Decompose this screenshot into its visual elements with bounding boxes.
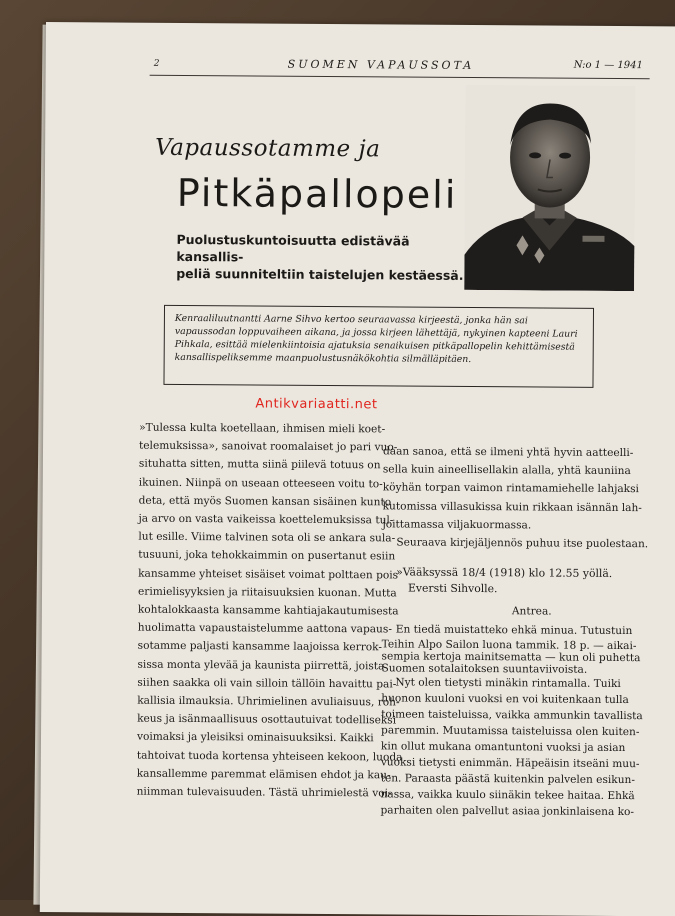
article-title-main: Pitkäpallopeli bbox=[176, 170, 458, 217]
intro-line: Pihkala, esittää mielenkiintoisia ajatuksia senaikuisen pitkäpallopelin kehittämisestä bbox=[174, 338, 575, 353]
intro-line: Kenraaliluutnantti Aarne Sihvo kertoo seuraavassa kirjeestä, jonka hän sai bbox=[174, 312, 528, 327]
text-line: kansallemme paremmat elämisen ehdot ja kau- bbox=[136, 767, 391, 782]
text-line: Suomen sotalaitoksen suuntaviivoista. bbox=[381, 662, 588, 676]
intro-line: kansallispeliksemme maanpuolustusnäkökohtia silmälläpitäen. bbox=[174, 351, 472, 365]
text-line: huonon kuuloni vuoksi en voi kuitenkaan tulla bbox=[381, 692, 629, 706]
text-line: kansamme yhteiset sisäiset voimat polttaen pois bbox=[138, 567, 399, 582]
text-line: vuoksi tietysti enimmän. Häpeäisin itseäni muu- bbox=[380, 756, 640, 770]
text-line: En tiedä muistatteko ehkä minua. Tutustuin bbox=[395, 623, 633, 637]
watermark: Antikvariaatti.net bbox=[255, 396, 378, 413]
text-line: ten. Paraasta päästä kuitenkin palvelen esikun- bbox=[380, 772, 635, 786]
journal-title: SUOMEN VAPAUSSOTA bbox=[287, 57, 475, 72]
header-rule bbox=[150, 75, 650, 79]
text-line: parhaiten olen palvellut asiaa jonkinlaisena ko- bbox=[380, 804, 635, 818]
text-line: daan sanoa, että se ilmeni yhtä hyvin aatteelli- bbox=[382, 445, 634, 460]
text-line: Teihin Alpo Sailon luona tammik. 18 p. — aikai- bbox=[381, 638, 637, 652]
text-line: tusuuni, joka tehokkaimmin on pusertanut esiin bbox=[138, 549, 396, 563]
subtitle-line: peliä suunniteltiin taistelujen kestäessä. bbox=[176, 265, 464, 283]
text-line: Seuraava kirjejäljennös puhuu itse puolestaan. bbox=[396, 536, 649, 551]
letter-place: Antrea. bbox=[511, 605, 552, 618]
text-line: sotamme paljasti kansamme laajoissa kerrok- bbox=[137, 640, 383, 654]
text-line: voimaksi ja yleisiksi ominaisuuksiksi. Kaikki bbox=[136, 731, 374, 745]
article-title-italic: Vapaussotamme ja bbox=[155, 134, 381, 163]
text-line: Nyt olen tietysti minäkin rintamalla. Tuiki bbox=[395, 676, 621, 690]
text-line: »Tulessa kulta koetellaan, ihmisen mieli koet- bbox=[139, 421, 386, 436]
text-line: ikuinen. Niinpä on useaan otteeseen voitu to- bbox=[138, 476, 383, 490]
subtitle-line: Puolustuskuntoisuutta edistävää kansallis- bbox=[176, 231, 410, 265]
text-line: niimman tulevaisuuden. Tästä uhrimielestä voi- bbox=[136, 785, 392, 800]
text-line: deta, että myös Suomen kansan sisäinen kunto bbox=[138, 494, 392, 509]
text-line: paremmin. Muutamissa taisteluissa olen kuiten- bbox=[381, 724, 640, 738]
text-line: toimeen taisteluissa, vaikka ammunkin tavallista bbox=[381, 708, 643, 723]
text-line: erimielisyyksien ja riitaisuuksien kuonan. Mutta bbox=[137, 585, 397, 600]
running-header bbox=[46, 56, 646, 74]
text-line: telemuksissa», sanoivat roomalaiset jo pari vuo- bbox=[139, 439, 398, 454]
text-line: kutomissa villasukissa kuin rikkaan isännän lah- bbox=[382, 499, 642, 514]
text-line: nassa, vaikka kuulo siinäkin tekee haitaa. Ehkä bbox=[380, 788, 635, 802]
text-line: sella kuin aineellisellakin alalla, yhtä kauniina bbox=[382, 463, 631, 478]
intro-box bbox=[163, 305, 594, 388]
text-line: köyhän torpan vaimon rintamamiehelle lahjaksi bbox=[382, 481, 639, 496]
text-line: keus ja isänmaallisuus osottautuivat todelliseksi bbox=[137, 712, 397, 727]
right-column bbox=[380, 442, 649, 820]
intro-line: vapaussodan loppuvaiheen aikana, ja jossa kirjeen lähettäjä, nykyinen kapteeni Lauri bbox=[174, 325, 578, 340]
text-line: joittamassa viljakuormassa. bbox=[382, 518, 532, 532]
text-line: sempia kertoja mainitsematta — kun oli puhetta bbox=[381, 650, 641, 664]
text-line: tahtoivat tuoda kortensa yhteiseen kekoon, luoda bbox=[136, 749, 403, 764]
text-line: huolimatta vapaustaistelumme aattona vapaus- bbox=[137, 621, 392, 636]
text-line: sissa monta ylevää ja kaunista piirrettä, joista bbox=[137, 658, 385, 673]
portrait-photo-icon bbox=[464, 85, 635, 291]
text-line: kohtalokkaasta kansamme kahtiajakautumisesta bbox=[137, 603, 399, 618]
text-line: kallisia ilmauksia. Uhrimielinen avuliaisuus, roh- bbox=[137, 694, 400, 709]
letter-heading: »Vääksyssä 18/4 (1918) klo 12.55 yöllä. bbox=[396, 565, 613, 581]
magazine-page bbox=[40, 22, 675, 916]
intro-text bbox=[175, 312, 583, 367]
left-column bbox=[136, 419, 403, 803]
issue-number: N:o 1 — 1941 bbox=[573, 59, 643, 72]
text-line: ja arvo on vasta vaikeissa koettelemuksissa tul- bbox=[138, 512, 394, 527]
article-subtitle bbox=[176, 231, 476, 284]
letter-recipient: Eversti Sihvolle. bbox=[408, 581, 498, 596]
text-line: siihen saakka oli vain silloin tällöin havaittu pai- bbox=[137, 676, 397, 691]
text-line: situhatta sitten, mutta siinä piilevä totuus on bbox=[138, 458, 381, 472]
text-line: kin ollut mukana omantuntoni vuoksi ja asian bbox=[380, 740, 626, 754]
page-number: 2 bbox=[153, 58, 160, 69]
text-line: lut esille. Viime talvinen sota oli se ankara sula- bbox=[138, 530, 396, 545]
